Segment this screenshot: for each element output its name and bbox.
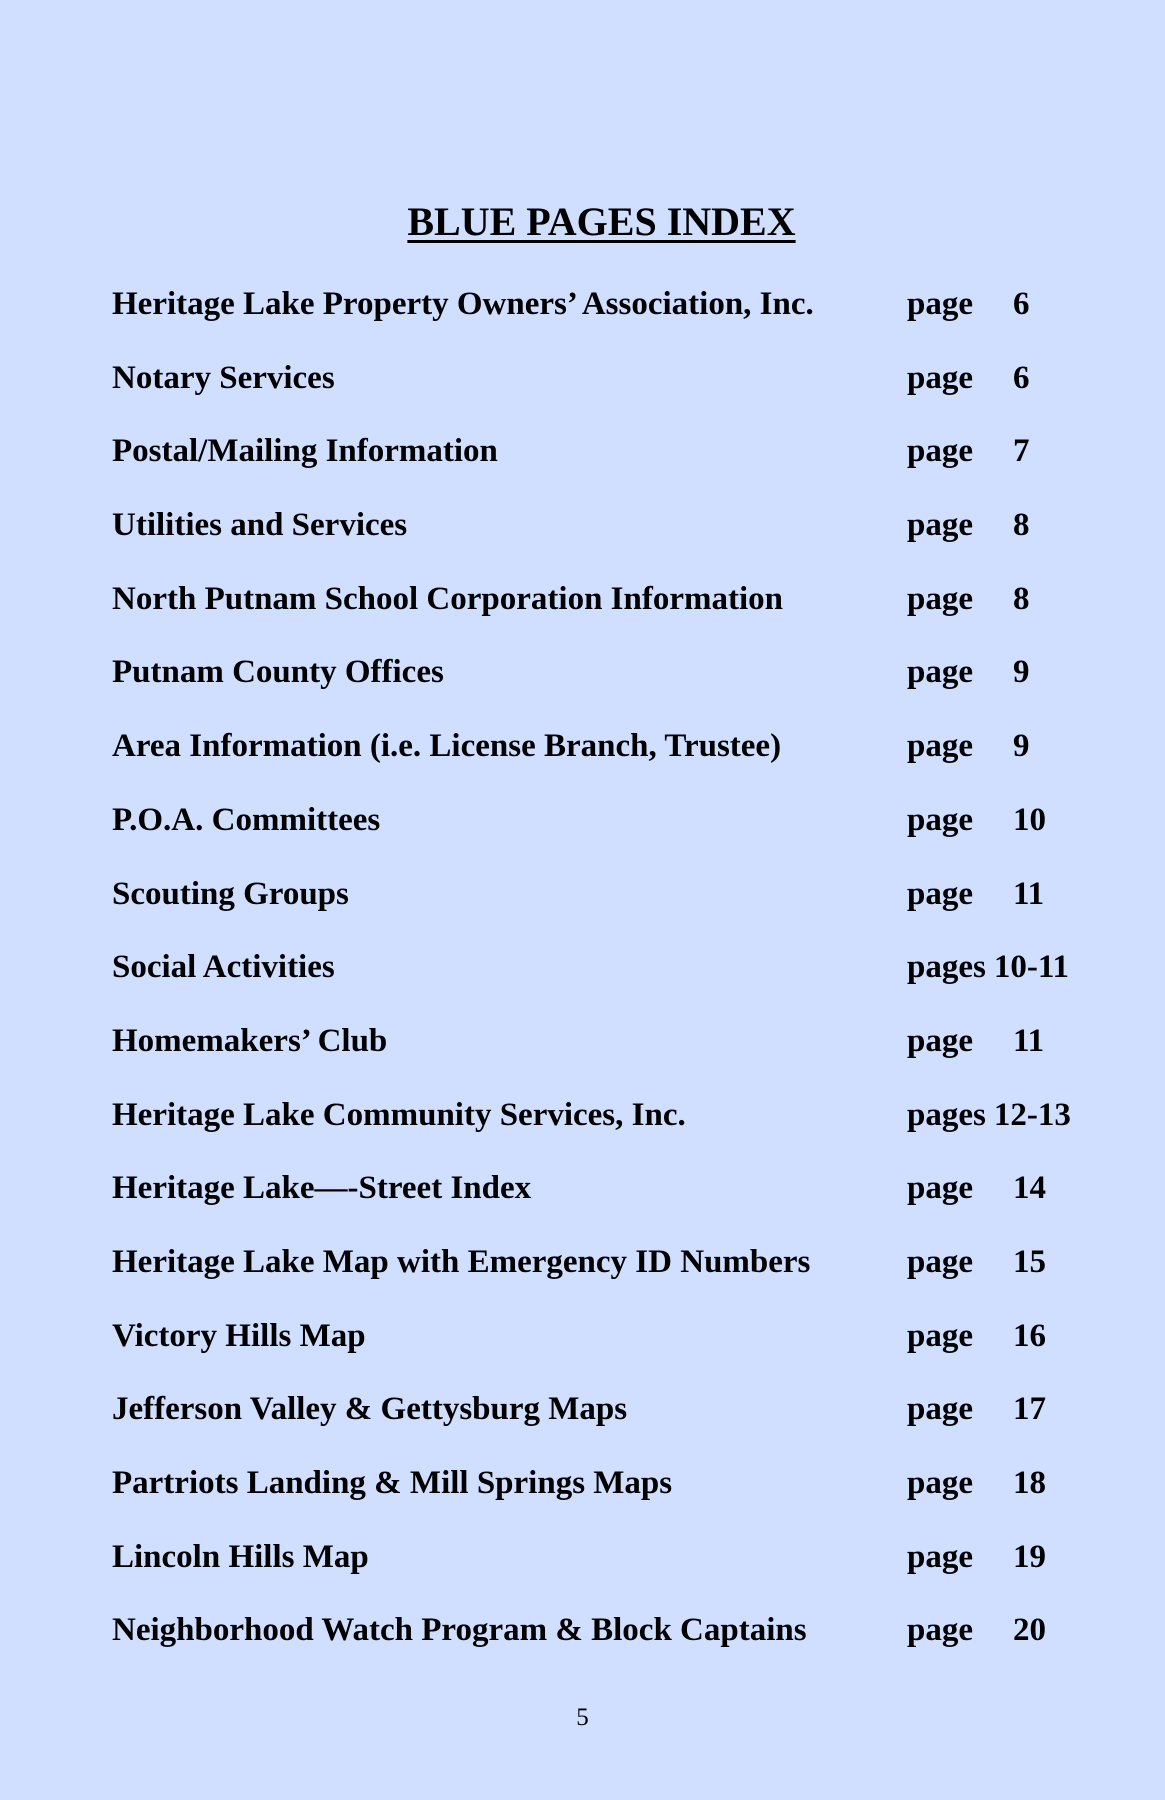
page-word: pages [907,949,986,986]
page-word: page [907,875,973,912]
entry-page-number: 10-11 [993,949,1070,986]
index-entry [112,284,1162,358]
entry-page-ref [907,1095,1071,1135]
entry-page-number: 12-13 [993,1096,1071,1133]
page-word: page [907,359,973,396]
page-word: page [907,728,973,765]
index-entry [112,947,1162,1021]
index-entry [112,1168,1162,1242]
entry-title: Heritage Lake Property Owners’ Association, Inc. [112,286,814,322]
entry-title: Utilities and Services [112,507,408,544]
entry-page-ref [907,1463,1046,1503]
entry-page-number: 14 [1013,1170,1046,1207]
entry-page-ref [907,1537,1046,1577]
index-entry [112,358,1162,432]
entry-page-number: 7 [1013,433,1030,470]
entry-title: Partriots Landing & Mill Springs Maps [112,1465,673,1501]
page-word: page [907,1538,973,1575]
entry-title: Homemakers’ Club [112,1022,388,1059]
entry-page-ref [907,726,1030,766]
entry-page-number: 10 [1013,801,1046,838]
entry-title: Scouting Groups [112,875,349,912]
index-entry [112,431,1162,505]
entry-page-number: 11 [1013,1022,1045,1059]
index-entry [112,652,1162,726]
entry-page-number: 20 [1013,1612,1046,1649]
entry-page-ref [907,800,1046,840]
page-word: pages [907,1096,986,1133]
entry-title: Notary Services [112,359,335,396]
entry-page-ref [907,652,1030,692]
page-word: page [907,1243,973,1280]
page-word: page [907,580,973,617]
index-list [112,284,1162,1684]
page-word: page [907,1465,973,1501]
entry-page-number: 9 [1013,728,1030,765]
entry-title: Area Information (i.e. License Branch, Trustee) [112,728,782,765]
page-word: page [907,1317,973,1354]
entry-page-number: 8 [1013,507,1030,544]
page-word: page [907,801,973,838]
entry-page-ref [907,947,1069,987]
index-entry [112,1021,1162,1095]
entry-title: Heritage Lake Map with Emergency ID Numbers [112,1243,811,1280]
entry-page-number: 17 [1013,1391,1046,1428]
page-word: page [907,1391,973,1428]
page-word: page [907,654,973,691]
entry-title: North Putnam School Corporation Information [112,580,784,617]
entry-page-number: 15 [1013,1243,1046,1280]
index-entry [112,1095,1162,1169]
entry-page-ref [907,505,1030,545]
page-title: BLUE PAGES INDEX [407,199,796,244]
entry-page-ref [907,1316,1046,1356]
index-entry [112,1537,1162,1611]
page-word: page [907,507,973,544]
entry-page-number: 18 [1013,1465,1046,1501]
entry-title: Postal/Mailing Information [112,433,498,470]
entry-page-number: 16 [1013,1317,1046,1354]
entry-title: P.O.A. Committees [112,801,381,838]
entry-page-ref [907,1389,1046,1429]
entry-page-ref [907,579,1030,619]
page-word: page [907,1170,973,1207]
entry-title: Neighborhood Watch Program & Block Captains [112,1612,807,1649]
page-word: page [907,1022,973,1059]
index-entry [112,800,1162,874]
entry-page-number: 8 [1013,580,1030,617]
entry-page-number: 19 [1013,1538,1046,1575]
index-entry [112,1610,1162,1684]
entry-page-ref [907,874,1044,914]
entry-page-ref [907,284,1030,324]
entry-title: Putnam County Offices [112,654,444,691]
index-entry [112,579,1162,653]
index-entry [112,874,1162,948]
index-entry [112,726,1162,800]
entry-page-number: 9 [1013,654,1030,691]
entry-page-number: 6 [1013,359,1030,396]
page-word: page [907,286,973,322]
entry-title: Lincoln Hills Map [112,1538,369,1575]
entry-page-ref [907,1610,1046,1650]
entry-title: Social Activities [112,949,335,986]
entry-title: Heritage Lake Community Services, Inc. [112,1096,686,1133]
index-entry [112,1316,1162,1390]
entry-page-number: 11 [1013,875,1045,912]
entry-page-ref [907,431,1030,471]
entry-title: Victory Hills Map [112,1317,366,1354]
page-word: page [907,433,973,470]
index-entry [112,1389,1162,1463]
entry-title: Heritage Lake—-Street Index [112,1170,532,1207]
entry-page-number: 6 [1013,286,1030,322]
entry-page-ref [907,1021,1044,1061]
entry-page-ref [907,1168,1046,1208]
index-entry [112,1242,1162,1316]
entry-page-ref [907,1242,1046,1282]
index-entry [112,505,1162,579]
page-number: 5 [576,1704,589,1731]
index-entry [112,1463,1162,1537]
entry-title: Jefferson Valley & Gettysburg Maps [112,1391,628,1428]
entry-page-ref [907,358,1030,398]
page-word: page [907,1612,973,1649]
